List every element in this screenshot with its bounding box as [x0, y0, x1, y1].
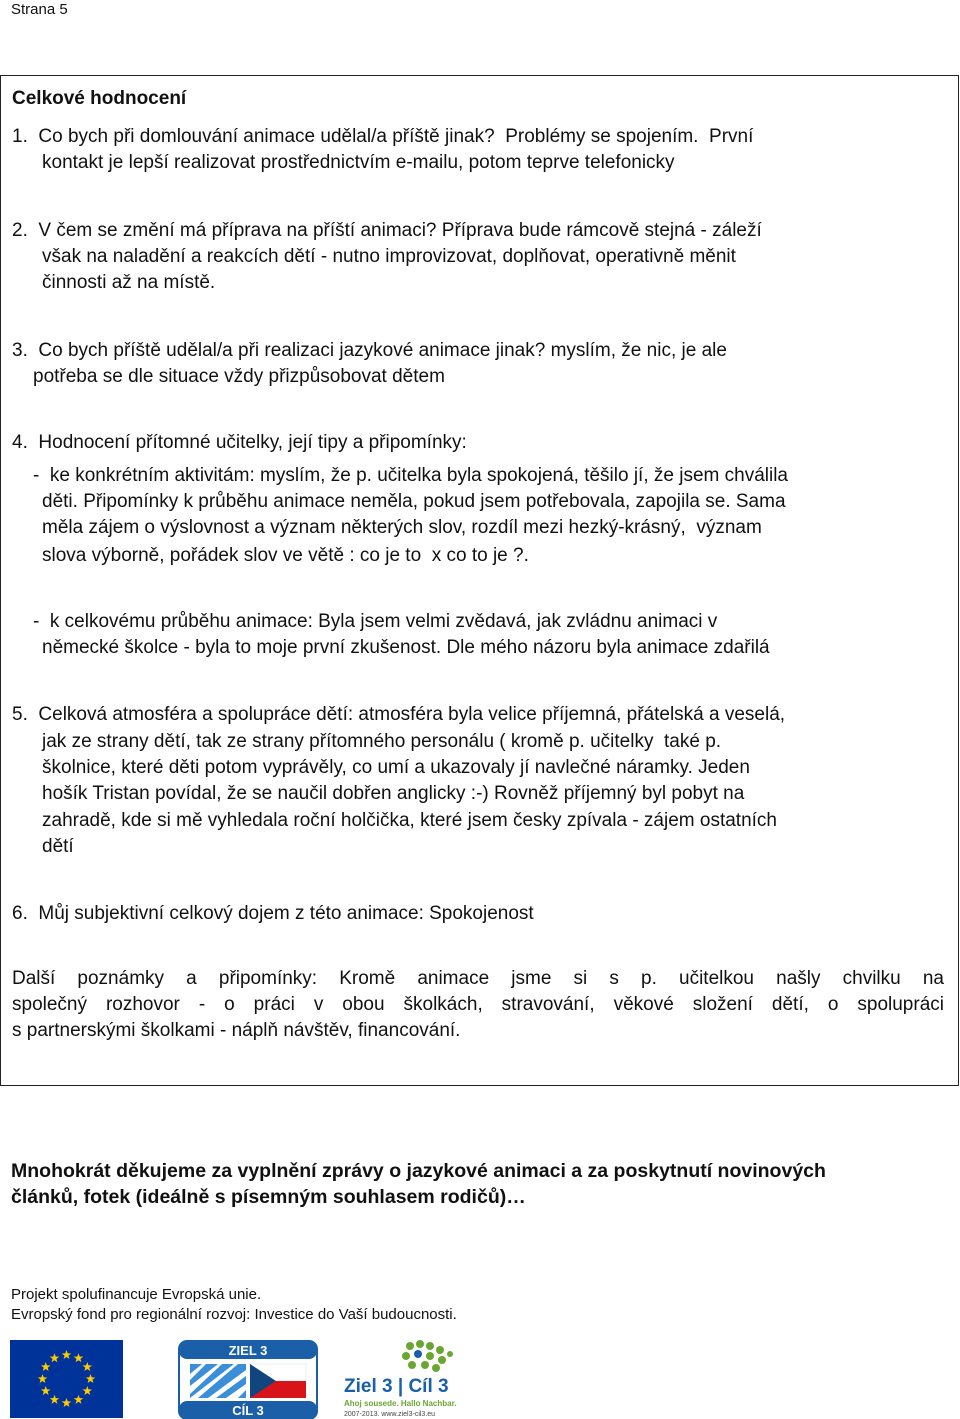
- question-5-line-4: hošík Tristan povídal, že se naučil dobřen anglicky :-) Rovněž příjemný byl pobyt na: [42, 783, 745, 804]
- badge-bottom-text: CÍL 3: [232, 1403, 264, 1418]
- question-5-line-3: školnice, které děti potom vyprávěly, co umí a ukazovaly jí navlečné náramky. Jeden: [42, 757, 750, 778]
- ziel3-brand-logo: [340, 1340, 465, 1419]
- question-1-line-1: 1. Co bych při domlouvání animace udělal/a příště jinak? Problémy se spojením. První: [12, 126, 754, 147]
- brand-url-text: 2007-2013. www.ziel3-cil3.eu: [344, 1411, 436, 1418]
- brand-name-text: Ziel 3 | Cíl 3: [344, 1376, 449, 1397]
- page-label: Strana 5: [11, 1, 68, 18]
- question-1-line-2: kontakt je lepší realizovat prostřednictvím e-mailu, potom teprve telefonicky: [42, 152, 675, 173]
- brand-slogan-text: Ahoj sousede. Hallo Nachbar.: [344, 1399, 457, 1408]
- footer-erdf-line: Evropský fond pro regionální rozvoj: Investice do Vaší budoucnosti.: [11, 1306, 457, 1323]
- bavaria-flag-icon: [190, 1364, 246, 1398]
- question-5-line-2: jak ze strany dětí, tak ze strany přítomného personálu ( kromě p. učitelky také p.: [42, 731, 722, 752]
- thanks-line-1: Mnohokrát děkujeme za vyplnění zprávy o jazykové animaci a za poskytnutí novinových: [11, 1160, 826, 1182]
- question-5-line-1: 5. Celková atmosféra a spolupráce dětí: atmosféra byla velice příjemná, přátelská a veselá,: [12, 704, 786, 725]
- ziel3-cil3-badge-logo: [178, 1340, 318, 1419]
- question-4a-line-1: - ke konkrétním aktivitám: myslím, že p. učitelka byla spokojená, těšilo jí, že jsem chválila: [33, 465, 788, 486]
- question-6-line-1: 6. Můj subjektivní celkový dojem z této animace: Spokojenost: [12, 903, 534, 924]
- dot-cluster-icon: [402, 1340, 453, 1372]
- question-2-line-1: 2. V čem se změní má příprava na příští animaci? Příprava bude rámcově stejná - záleží: [12, 220, 762, 241]
- thanks-line-2: článků, fotek (ideálně s písemným souhlasem rodičů)…: [11, 1186, 526, 1208]
- eu-flag-logo: [10, 1340, 123, 1418]
- question-4b-line-2: německé školce - byla to moje první zkušenost. Dle mého názoru byla animace zdařilá: [42, 637, 770, 658]
- notes-line-1: Další poznámky a připomínky: Kromě animace jsme si s p. učitelkou našly chvilku na: [12, 968, 944, 989]
- czech-flag-icon: [250, 1364, 306, 1398]
- question-2-line-2: však na naladění a reakcích dětí - nutno improvizovat, doplňovat, operativně měnit: [42, 246, 736, 267]
- question-4b-line-1: - k celkovému průběhu animace: Byla jsem velmi zvědavá, jak zvládnu animaci v: [33, 611, 718, 632]
- question-4a-line-3: měla zájem o výslovnost a význam některých slov, rozdíl mezi hezký-krásný, význam: [42, 517, 762, 538]
- badge-top-text: ZIEL 3: [228, 1343, 268, 1358]
- question-5-line-6: dětí: [42, 836, 74, 857]
- question-3-line-1: 3. Co bych příště udělal/a při realizaci jazykové animace jinak? myslím, že nic, je ale: [12, 340, 727, 361]
- question-3-line-2: potřeba se dle situace vždy přizpůsobovat dětem: [33, 366, 445, 387]
- notes-line-2: společný rozhovor - o práci v obou školkách, stravování, věkové složení dětí, o spolupráci: [12, 994, 944, 1015]
- notes-paragraph: [12, 966, 944, 1044]
- question-5-line-5: zahradě, kde si mě vyhledala roční holčička, které jsem česky zpívala - zájem ostatních: [42, 810, 777, 831]
- question-2-line-3: činnosti až na místě.: [42, 272, 216, 293]
- question-4a-line-2: děti. Připomínky k průběhu animace neměla, pokud jsem potřebovala, zapojila se. Sama: [42, 491, 786, 512]
- notes-line-3: s partnerskými školkami - náplň návštěv, financování.: [12, 1020, 461, 1041]
- question-4-line-1: 4. Hodnocení přítomné učitelky, její tipy a připomínky:: [12, 432, 467, 453]
- question-4a-line-4: slova výborně, pořádek slov ve větě : co je to x co to je ?.: [42, 545, 529, 566]
- section-title: Celkové hodnocení: [12, 88, 187, 109]
- footer-cofinance-line: Projekt spolufinancuje Evropská unie.: [11, 1286, 262, 1303]
